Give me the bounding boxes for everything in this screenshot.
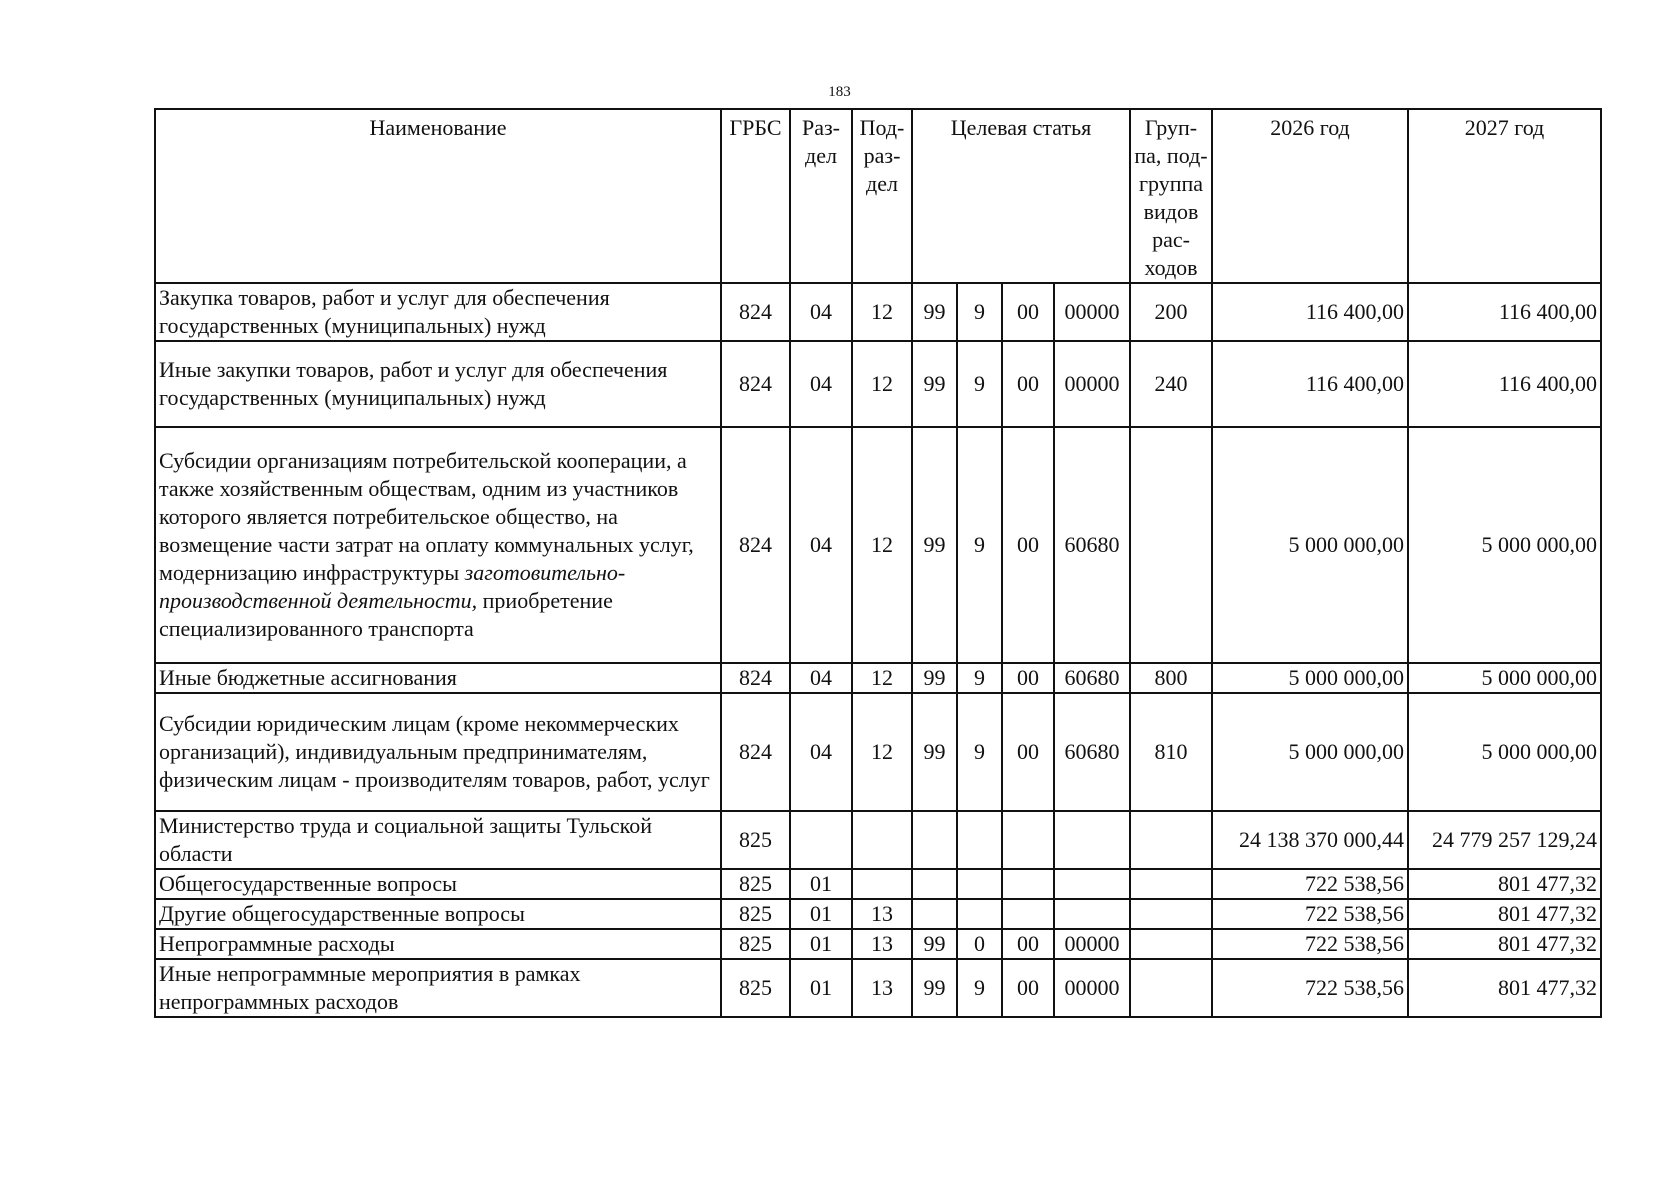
header-podrazdel: Под- раз- дел <box>852 109 912 283</box>
row-value-2026: 24 138 370 000,44 <box>1212 811 1408 869</box>
row-value-2026: 722 538,56 <box>1212 929 1408 959</box>
row-target-1: 99 <box>912 663 957 693</box>
row-name <box>155 427 721 663</box>
row-value-2026: 722 538,56 <box>1212 959 1408 1017</box>
row-expense-group <box>1130 899 1212 929</box>
row-name: Иные закупки товаров, работ и услуг для обеспечения государственных (муниципальных) нужд <box>155 341 721 427</box>
row-expense-group <box>1130 811 1212 869</box>
row-razdel: 01 <box>790 929 852 959</box>
row-value-2027: 116 400,00 <box>1408 341 1601 427</box>
row-grbs: 824 <box>721 283 790 341</box>
row-name: Иные непрограммные мероприятия в рамках непрограммных расходов <box>155 959 721 1017</box>
row-target-2 <box>957 899 1002 929</box>
row-expense-group <box>1130 869 1212 899</box>
row-target-1: 99 <box>912 341 957 427</box>
row-value-2026: 116 400,00 <box>1212 283 1408 341</box>
table-row <box>155 869 1601 899</box>
row-grbs: 824 <box>721 341 790 427</box>
row-target-3: 00 <box>1002 663 1054 693</box>
row-value-2027: 116 400,00 <box>1408 283 1601 341</box>
row-target-3: 00 <box>1002 283 1054 341</box>
row-razdel: 04 <box>790 693 852 811</box>
row-value-2027: 5 000 000,00 <box>1408 663 1601 693</box>
row-target-4: 00000 <box>1054 959 1130 1017</box>
row-target-1: 99 <box>912 929 957 959</box>
row-target-4: 00000 <box>1054 929 1130 959</box>
table-row <box>155 427 1601 663</box>
row-value-2027: 801 477,32 <box>1408 929 1601 959</box>
header-name: Наименование <box>155 109 721 283</box>
header-row <box>155 109 1601 283</box>
row-name: Непрограммные расходы <box>155 929 721 959</box>
row-target-3: 00 <box>1002 693 1054 811</box>
table-row <box>155 899 1601 929</box>
row-podrazdel: 12 <box>852 693 912 811</box>
row-name-part: приобретение специализированного транспорта <box>159 588 613 641</box>
row-razdel: 01 <box>790 869 852 899</box>
row-target-3 <box>1002 899 1054 929</box>
row-expense-group: 240 <box>1130 341 1212 427</box>
row-target-1 <box>912 869 957 899</box>
row-podrazdel: 13 <box>852 899 912 929</box>
row-razdel <box>790 811 852 869</box>
row-expense-group: 800 <box>1130 663 1212 693</box>
header-target-article: Целевая статья <box>912 109 1130 283</box>
row-target-3: 00 <box>1002 341 1054 427</box>
table-row <box>155 663 1601 693</box>
row-value-2027: 5 000 000,00 <box>1408 693 1601 811</box>
row-target-4: 60680 <box>1054 427 1130 663</box>
row-target-2: 0 <box>957 929 1002 959</box>
row-target-1 <box>912 899 957 929</box>
row-value-2026: 722 538,56 <box>1212 869 1408 899</box>
row-expense-group <box>1130 929 1212 959</box>
row-target-3 <box>1002 869 1054 899</box>
row-name: Общегосударственные вопросы <box>155 869 721 899</box>
row-podrazdel: 13 <box>852 959 912 1017</box>
header-2027: 2027 год <box>1408 109 1601 283</box>
row-target-1: 99 <box>912 693 957 811</box>
row-value-2027: 5 000 000,00 <box>1408 427 1601 663</box>
row-target-4 <box>1054 899 1130 929</box>
row-target-3 <box>1002 811 1054 869</box>
table-row <box>155 693 1601 811</box>
row-podrazdel: 12 <box>852 663 912 693</box>
row-target-4: 60680 <box>1054 663 1130 693</box>
row-value-2026: 116 400,00 <box>1212 341 1408 427</box>
row-name: Иные бюджетные ассигнования <box>155 663 721 693</box>
row-target-2: 9 <box>957 283 1002 341</box>
row-name: Субсидии юридическим лицам (кроме некоммерческих организаций), индивидуальным предпринимателям, физическим лицам - производителям товаров, работ, услуг <box>155 693 721 811</box>
row-target-4: 60680 <box>1054 693 1130 811</box>
row-grbs: 824 <box>721 663 790 693</box>
row-grbs: 825 <box>721 929 790 959</box>
row-expense-group <box>1130 959 1212 1017</box>
row-razdel: 04 <box>790 341 852 427</box>
row-podrazdel: 12 <box>852 341 912 427</box>
row-target-1: 99 <box>912 959 957 1017</box>
row-podrazdel: 12 <box>852 283 912 341</box>
row-target-1: 99 <box>912 427 957 663</box>
row-grbs: 825 <box>721 899 790 929</box>
row-name: Закупка товаров, работ и услуг для обеспечения государственных (муниципальных) нужд <box>155 283 721 341</box>
row-grbs: 825 <box>721 811 790 869</box>
row-value-2026: 5 000 000,00 <box>1212 427 1408 663</box>
row-target-2: 9 <box>957 427 1002 663</box>
row-expense-group: 810 <box>1130 693 1212 811</box>
row-grbs: 824 <box>721 427 790 663</box>
row-value-2027: 801 477,32 <box>1408 899 1601 929</box>
page-number: 183 <box>828 84 851 100</box>
row-value-2026: 5 000 000,00 <box>1212 693 1408 811</box>
row-grbs: 825 <box>721 869 790 899</box>
row-grbs: 825 <box>721 959 790 1017</box>
header-2026: 2026 год <box>1212 109 1408 283</box>
row-name-part: Субсидии организациям потребительской кооперации, а также хозяйственным обществам, одним из участников которого является потребительское общество, на возмещение части затрат на оплату коммунальных услуг, модернизацию инфраструктуры <box>159 448 694 585</box>
row-expense-group <box>1130 427 1212 663</box>
row-value-2027: 801 477,32 <box>1408 959 1601 1017</box>
row-razdel: 01 <box>790 899 852 929</box>
row-grbs: 824 <box>721 693 790 811</box>
row-podrazdel: 12 <box>852 427 912 663</box>
row-name: Министерство труда и социальной защиты Тульской области <box>155 811 721 869</box>
header-expense-group: Груп- па, под- группа видов рас- ходов <box>1130 109 1212 283</box>
row-podrazdel: 13 <box>852 929 912 959</box>
row-target-2 <box>957 869 1002 899</box>
row-name: Другие общегосударственные вопросы <box>155 899 721 929</box>
row-target-2: 9 <box>957 341 1002 427</box>
row-target-2 <box>957 811 1002 869</box>
row-razdel: 01 <box>790 959 852 1017</box>
row-target-1: 99 <box>912 283 957 341</box>
row-name-italic-part: заготовительно-производственной деятельности, <box>159 560 626 613</box>
row-podrazdel <box>852 811 912 869</box>
row-target-2: 9 <box>957 959 1002 1017</box>
row-value-2026: 722 538,56 <box>1212 899 1408 929</box>
row-target-3: 00 <box>1002 427 1054 663</box>
row-target-2: 9 <box>957 663 1002 693</box>
row-target-4 <box>1054 869 1130 899</box>
table-row <box>155 341 1601 427</box>
row-target-1 <box>912 811 957 869</box>
row-target-3: 00 <box>1002 929 1054 959</box>
row-razdel: 04 <box>790 663 852 693</box>
row-value-2027: 24 779 257 129,24 <box>1408 811 1601 869</box>
row-razdel: 04 <box>790 427 852 663</box>
row-value-2027: 801 477,32 <box>1408 869 1601 899</box>
row-target-2: 9 <box>957 693 1002 811</box>
table-row <box>155 929 1601 959</box>
row-podrazdel <box>852 869 912 899</box>
row-target-3: 00 <box>1002 959 1054 1017</box>
row-target-4 <box>1054 811 1130 869</box>
row-value-2026: 5 000 000,00 <box>1212 663 1408 693</box>
budget-table <box>154 108 1602 1018</box>
row-target-4: 00000 <box>1054 341 1130 427</box>
table-row <box>155 959 1601 1017</box>
table-row <box>155 811 1601 869</box>
header-grbs: ГРБС <box>721 109 790 283</box>
row-razdel: 04 <box>790 283 852 341</box>
header-razdel: Раз- дел <box>790 109 852 283</box>
table-row <box>155 283 1601 341</box>
row-expense-group: 200 <box>1130 283 1212 341</box>
row-target-4: 00000 <box>1054 283 1130 341</box>
